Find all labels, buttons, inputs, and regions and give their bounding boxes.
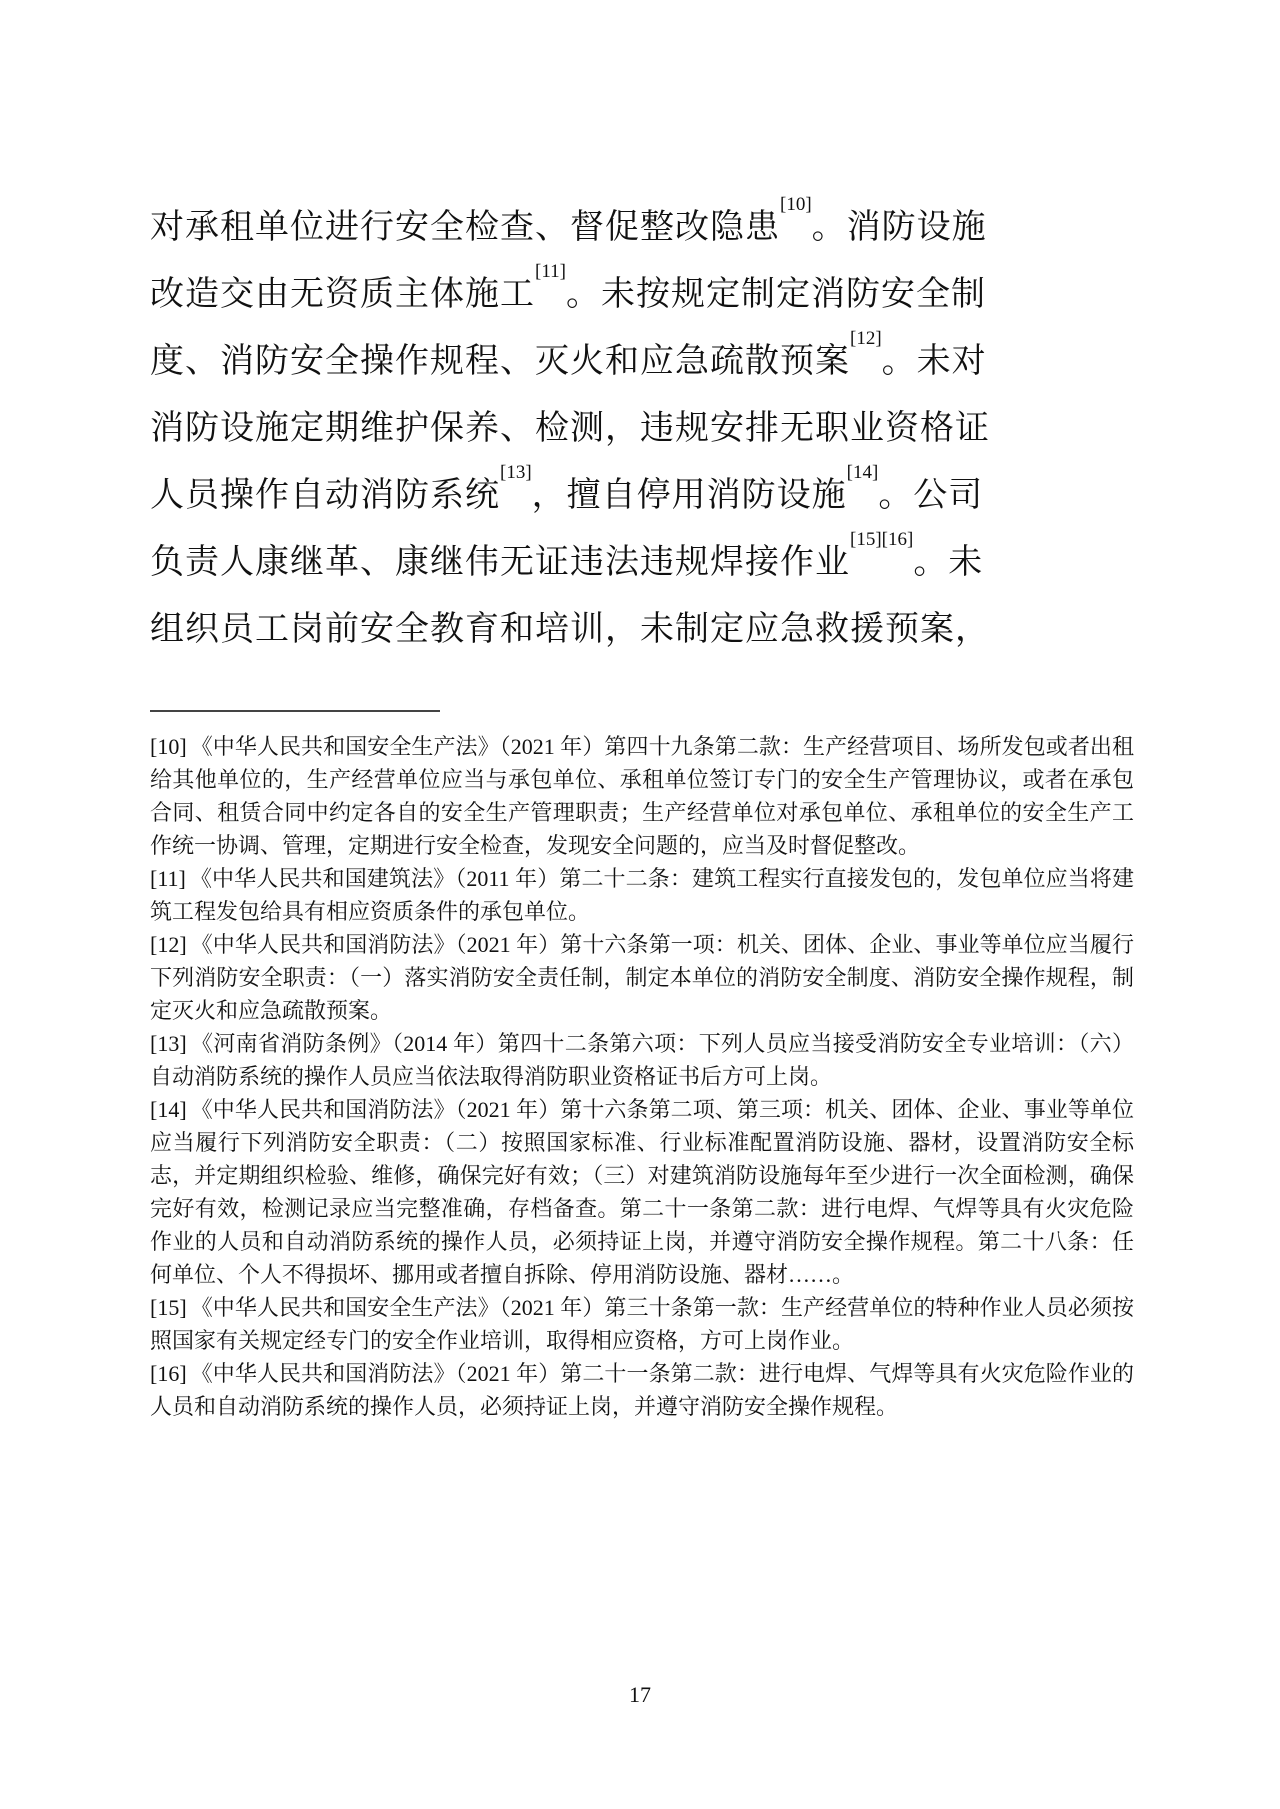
body-line (150, 596, 1122, 663)
footnote-marker: [12] (150, 932, 187, 957)
footnote-ref: [14] (846, 461, 879, 483)
footnote-text: 《中华人民共和国建筑法》（2011 年）第二十二条：建筑工程实行直接发包的，发包单位应当将建筑工程发包给具有相应资质条件的承包单位。 (150, 866, 1134, 924)
body-text-segment: 人员操作自动消防系统 (150, 477, 500, 514)
footnote-ref: [13] (500, 461, 532, 483)
body-text-segment: 改造交由无资质主体施工 (150, 276, 535, 313)
body-line (150, 529, 1122, 596)
body-text-segment: 对承租单位进行安全检查、督促整改隐患 (150, 209, 780, 246)
body-text-segment: 度、消防安全操作规程、灭火和应急疏散预案 (150, 343, 850, 380)
footnote-item (150, 1291, 1134, 1357)
body-line (150, 194, 1122, 261)
footnote-marker: [14] (150, 1097, 187, 1122)
body-text-segment: 。未 (913, 544, 984, 581)
footnote-item (150, 862, 1134, 928)
footnote-separator (150, 710, 440, 712)
body-line (150, 261, 1122, 328)
footnote-text: 《中华人民共和国安全生产法》（2021 年）第四十九条第二款：生产经营项目、场所发包或者出租给其他单位的，生产经营单位应当与承包单位、承租单位签订专门的安全生产管理协议，或者在承包合同、租赁合同中约定各自的安全生产管理职责；生产经营单位对承包单位、承租单位的安全生产工作统一协调、管理，定期进行安全检查，发现安全问题的，应当及时督促整改。 (150, 734, 1134, 858)
footnote-marker: [16] (150, 1361, 187, 1386)
footnote-text: 《中华人民共和国安全生产法》（2021 年）第三十条第一款：生产经营单位的特种作业人员必须按照国家有关规定经专门的安全作业培训，取得相应资格，方可上岗作业。 (150, 1295, 1134, 1353)
body-text-segment: 消防设施定期维护保养、检测，违规安排无职业资格证 (150, 410, 990, 447)
footnote-text: 《中华人民共和国消防法》（2021 年）第十六条第二项、第三项：机关、团体、企业、事业等单位应当履行下列消防安全职责：（二）按照国家标准、行业标准配置消防设施、器材，设置消防安全标志，并定期组织检验、维修，确保完好有效；（三）对建筑消防设施每年至少进行一次全面检测，确保完好有效，检测记录应当完整准确，存档备查。第二十一条第二款：进行电焊、气焊等具有火灾危险作业的人员和自动消防系统的操作人员，必须持证上岗，并遵守消防安全操作规程。第二十八条：任何单位、个人不得损坏、挪用或者擅自拆除、停用消防设施、器材……。 (150, 1097, 1134, 1287)
footnote-item (150, 1027, 1134, 1093)
footnote-text: 《中华人民共和国消防法》（2021 年）第二十一条第二款：进行电焊、气焊等具有火灾危险作业的人员和自动消防系统的操作人员，必须持证上岗，并遵守消防安全操作规程。 (150, 1361, 1134, 1419)
body-text-segment: ，擅自停用消防设施 (531, 477, 847, 514)
footnotes (150, 730, 1134, 1423)
body-text-segment: 。消防设施 (811, 209, 987, 246)
footnote-ref: [11] (535, 260, 566, 282)
body-text-segment: 负责人康继革、康继伟无证违法违规焊接作业 (150, 544, 850, 581)
footnote-item (150, 1357, 1134, 1423)
footnote-item (150, 730, 1134, 862)
footnote-item (150, 928, 1134, 1027)
footnote-item (150, 1093, 1134, 1291)
body-line (150, 395, 1122, 462)
body-line (150, 328, 1122, 395)
footnote-ref: [10] (780, 193, 812, 215)
footnote-text: 《中华人民共和国消防法》（2021 年）第十六条第一项：机关、团体、企业、事业等单位应当履行下列消防安全职责：（一）落实消防安全责任制，制定本单位的消防安全制度、消防安全操作规程，制定灭火和应急疏散预案。 (150, 932, 1134, 1023)
body-paragraph (150, 194, 1122, 663)
footnote-ref: [12] (850, 327, 882, 349)
footnote-marker: [11] (150, 866, 186, 891)
footnote-ref: [15][16] (850, 528, 914, 550)
body-text-segment: 组织员工岗前安全教育和培训，未制定应急救援预案， (150, 611, 990, 648)
footnote-text: 《河南省消防条例》（2014 年）第四十二条第六项：下列人员应当接受消防安全专业培训：（六）自动消防系统的操作人员应当依法取得消防职业资格证书后方可上岗。 (150, 1031, 1134, 1089)
page-number: 17 (629, 1682, 651, 1707)
footnote-marker: [13] (150, 1031, 187, 1056)
footnote-marker: [15] (150, 1295, 187, 1320)
body-text-segment: 。公司 (878, 477, 984, 514)
body-text-segment: 。未对 (881, 343, 987, 380)
body-line (150, 462, 1122, 529)
footnote-marker: [10] (150, 734, 187, 759)
body-text-segment: 。未按规定制定消防安全制 (565, 276, 986, 313)
